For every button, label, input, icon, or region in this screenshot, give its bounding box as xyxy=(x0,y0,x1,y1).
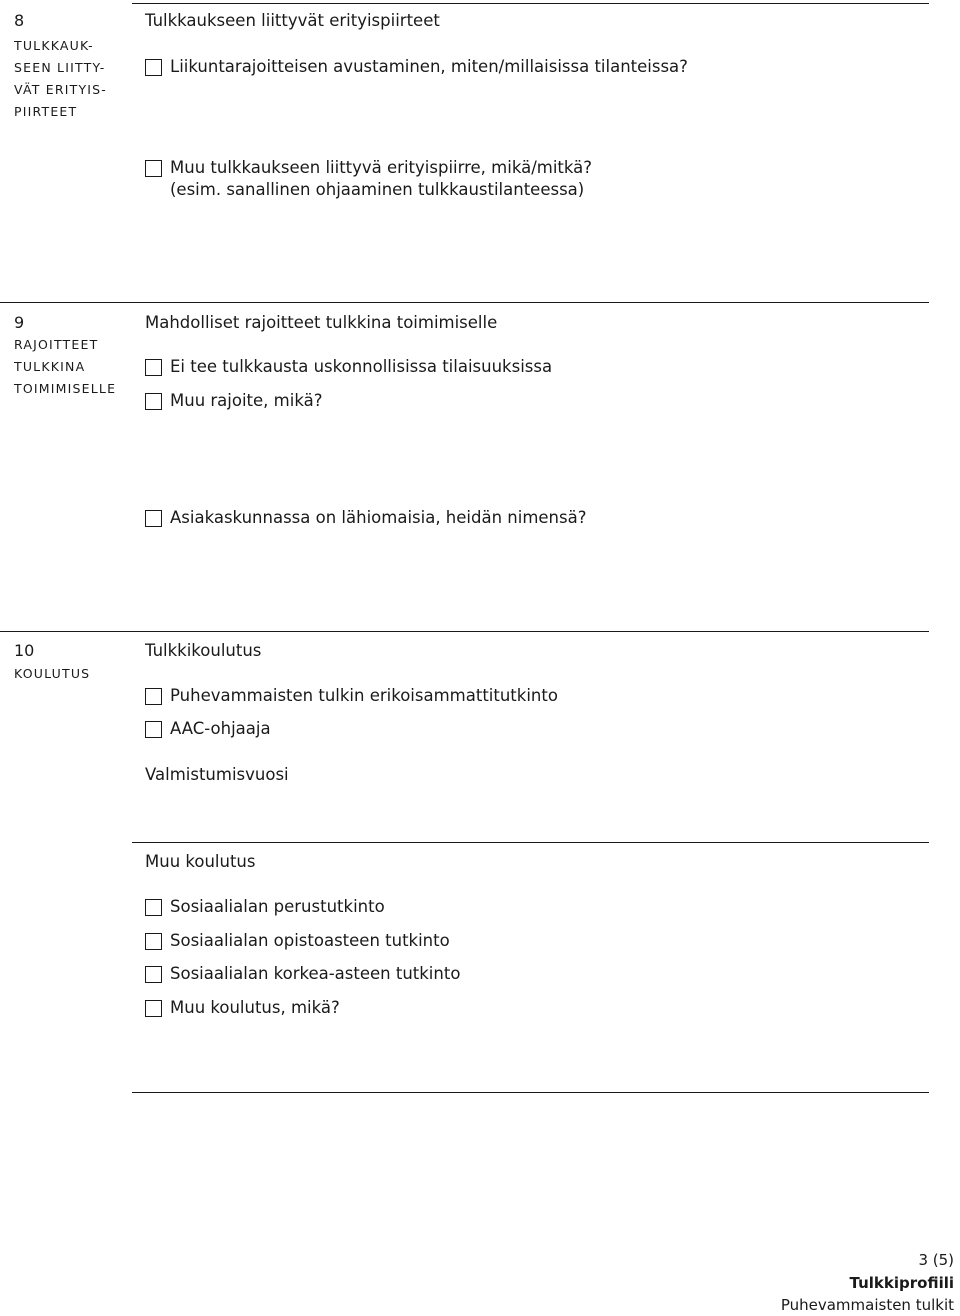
checkbox-label: Sosiaalialan opistoasteen tutkinto xyxy=(170,931,450,950)
checkbox-icon[interactable] xyxy=(145,688,162,705)
field-divider xyxy=(132,842,929,843)
section-divider xyxy=(0,302,929,303)
checkbox-label: Liikuntarajoitteisen avustaminen, miten/millaisissa tilanteissa? xyxy=(170,57,688,76)
checkbox-option[interactable] xyxy=(145,896,385,918)
checkbox-option[interactable] xyxy=(145,930,450,952)
checkbox-option[interactable] xyxy=(145,356,552,378)
section-caption: KOULUTUS xyxy=(14,666,91,681)
checkbox-icon[interactable] xyxy=(145,359,162,376)
checkbox-option[interactable] xyxy=(145,963,460,985)
subsection-heading: Muu koulutus xyxy=(145,852,256,871)
checkbox-label: Asiakaskunnassa on lähiomaisia, heidän nimensä? xyxy=(170,508,587,527)
checkbox-icon[interactable] xyxy=(145,393,162,410)
page-number: 3 (5) xyxy=(918,1251,954,1269)
section-divider xyxy=(0,631,929,632)
checkbox-label: Muu koulutus, mikä? xyxy=(170,998,340,1017)
field-divider xyxy=(132,1092,929,1093)
checkbox-label: Puhevammaisten tulkin erikoisammattitutkinto xyxy=(170,686,558,705)
option-note: (esim. sanallinen ohjaaminen tulkkaustilanteessa) xyxy=(170,180,585,199)
section-caption: TULKKAUK- SEEN LIITTY- VÄT ERITYIS- PIIRTEET xyxy=(14,38,108,119)
checkbox-option[interactable] xyxy=(145,507,586,529)
checkbox-label: Sosiaalialan korkea-asteen tutkinto xyxy=(170,964,461,983)
field-label-graduation-year: Valmistumisvuosi xyxy=(145,765,289,784)
section-number: 9 xyxy=(14,313,25,332)
checkbox-icon[interactable] xyxy=(145,510,162,527)
checkbox-icon[interactable] xyxy=(145,933,162,950)
document-title: Tulkkiprofiili xyxy=(849,1274,954,1292)
checkbox-label: Muu tulkkaukseen liittyvä erityispiirre, mikä/mitkä? xyxy=(170,158,593,177)
checkbox-option[interactable] xyxy=(145,685,558,707)
section-caption: RAJOITTEET TULKKINA TOIMIMISELLE xyxy=(14,337,117,396)
checkbox-icon[interactable] xyxy=(145,59,162,76)
organization-name: Puhevammaisten tulkit xyxy=(780,1296,954,1314)
section-divider xyxy=(132,3,929,4)
section-heading: Tulkkaukseen liittyvät erityispiirteet xyxy=(145,11,440,30)
checkbox-label: Ei tee tulkkausta uskonnollisissa tilaisuuksissa xyxy=(170,357,553,376)
section-heading: Mahdolliset rajoitteet tulkkina toimimiselle xyxy=(145,313,498,332)
checkbox-option[interactable] xyxy=(145,997,340,1019)
checkbox-icon[interactable] xyxy=(145,160,162,177)
checkbox-option[interactable] xyxy=(145,56,688,78)
checkbox-option[interactable] xyxy=(145,718,271,740)
checkbox-option[interactable] xyxy=(145,157,592,179)
checkbox-icon[interactable] xyxy=(145,721,162,738)
checkbox-label: AAC-ohjaaja xyxy=(170,719,271,738)
checkbox-label: Sosiaalialan perustutkinto xyxy=(170,897,385,916)
checkbox-icon[interactable] xyxy=(145,899,162,916)
section-heading: Tulkkikoulutus xyxy=(145,641,262,660)
checkbox-label: Muu rajoite, mikä? xyxy=(170,391,323,410)
section-number: 8 xyxy=(14,11,25,30)
checkbox-icon[interactable] xyxy=(145,1000,162,1017)
checkbox-icon[interactable] xyxy=(145,966,162,983)
section-number: 10 xyxy=(14,641,35,660)
checkbox-option[interactable] xyxy=(145,390,322,412)
